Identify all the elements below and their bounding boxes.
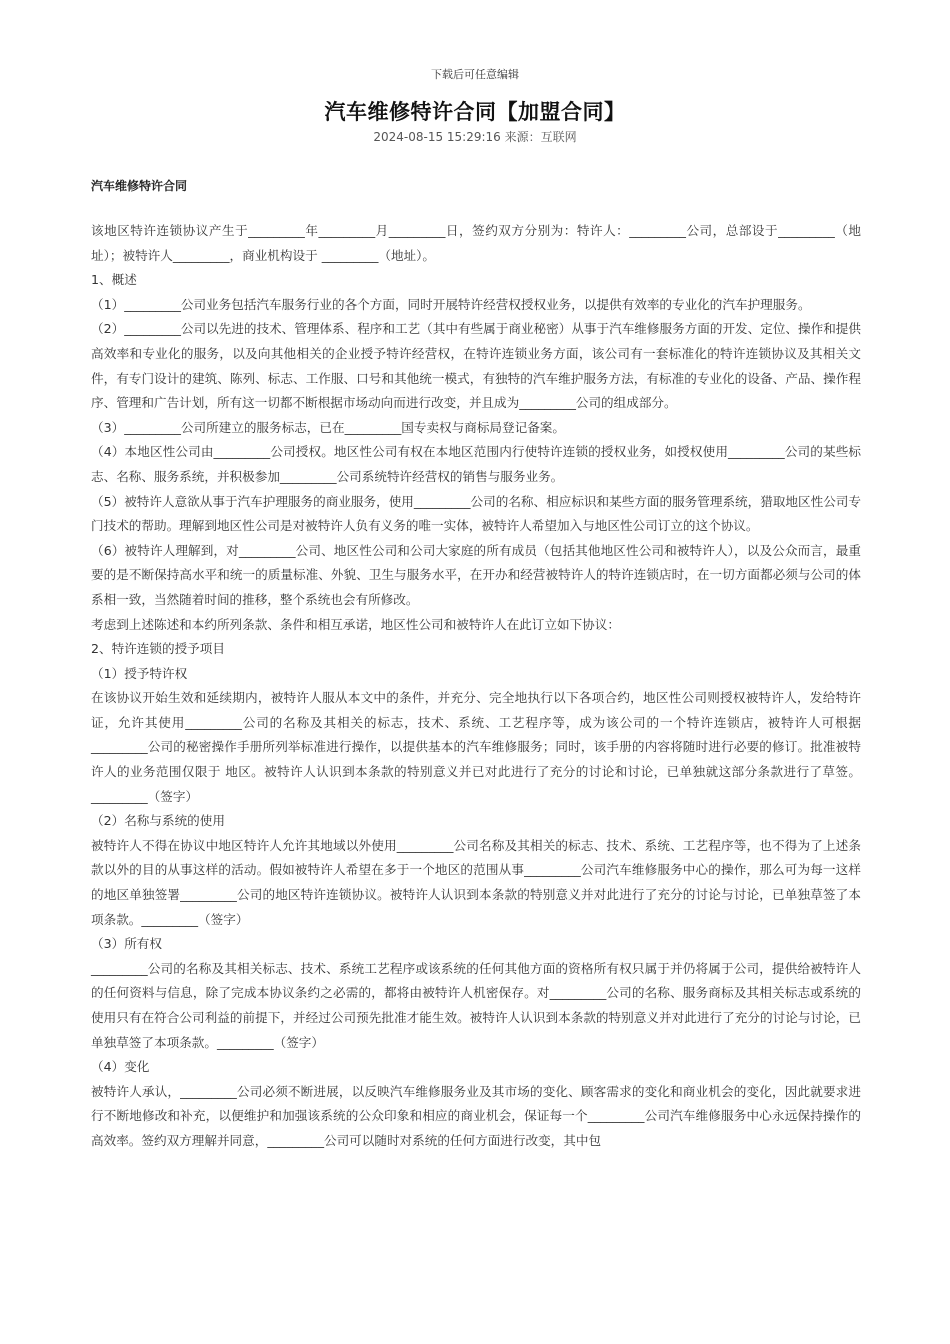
paragraph-ownership: _________公司的名称及其相关标志、技术、系统工艺程序或该系统的任何其他方面的资格所有权只属于并仍将属于公司，提供给被特许人的任何资料与信息，除了完成本协议条约之必需的，都将由被特许人机密保存。对_________公司的名称、服务商标及其相关标志或系统的使用只有在符合公司利益的前提下，并经过公司预先批准才能生效。被特许人认识到本条款的特别意义并对此进行了充分的讨论与讨论，已单独草签了本项条款。_________（签字）: [91, 960, 861, 1050]
paragraph-overview-6: （6）被特许人理解到，对_________公司、地区性公司和公司大家庭的所有成员（包括其他地区性公司和被特许人），以及公众而言，最重要的是不断保持高水平和统一的质量标准、外貌、卫生与服务水平，在开办和经营被特许人的特许连锁店时，在一切方面都必须与公司的体系相一致，当然随着时间的推移，整个系统也会有所修改。: [91, 542, 861, 607]
paragraph-overview-5: （5）被特许人意欲从事于汽车护理服务的商业服务，使用_________公司的名称、相应标识和某些方面的服务管理系统，猎取地区性公司专门技术的帮助。理解到地区性公司是对被特许人负有义务的唯一实体，被特许人希望加入与地区性公司订立的这个协议。: [91, 493, 861, 534]
heading-overview: 1、概述: [91, 272, 137, 288]
contract-body: [91, 219, 861, 1154]
paragraph-grant-franchise: 在该协议开始生效和延续期内，被特许人服从本文中的条件，并充分、完全地执行以下各项合约，地区性公司则授权被特许人，发给特许证，允许其使用_________公司的名称及其相关的标志，技术、系统、工艺程序等，成为该公司的一个特许连锁店，被特许人可根据_________公司的秘密操作手册所列举标准进行操作，以提供基本的汽车维修服务；同时，该手册的内容将随时进行必要的修订。批准被特许人的业务范围仅限于 地区。被特许人认识到本条款的特别意义并已对此进行了充分的讨论和讨论，已单独就这部分条款进行了草签。_________（签字）: [91, 690, 861, 804]
heading-changes: （4）变化: [91, 1059, 150, 1075]
heading-grant-items: 2、特许连锁的授予项目: [91, 641, 225, 657]
heading-grant-franchise: （1）授予特许权: [91, 665, 188, 681]
paragraph-overview-4: （4）本地区性公司由_________公司授权。地区性公司有权在本地区范围内行使特许连锁的授权业务，如授权使用_________公司的某些标志、名称、服务系统，并积极参加_________公司系统特许经营权的销售与服务业务。: [91, 444, 861, 484]
heading-name-system-use: （2）名称与系统的使用: [91, 813, 225, 829]
paragraph-overview-1: （1）_________公司业务包括汽车服务行业的各个方面，同时开展特许经营权授权业务，以提供有效率的专业化的汽车护理服务。: [91, 296, 811, 312]
paragraph-overview-3: （3）_________公司所建立的服务标志，已在_________国专卖权与商标局登记备案。: [91, 419, 565, 435]
paragraph-agreement-lead: 考虑到上述陈述和本约所列条款、条件和相互承诺，地区性公司和被特许人在此订立如下协议：: [91, 616, 620, 632]
header-note: 下载后可任意编辑: [431, 68, 519, 81]
paragraph-intro: 该地区特许连锁协议产生于_________年_________月_________日，签约双方分别为：特许人：_________公司，总部设于_________（地址）；被特许人_________，商业机构设于 _________（地址）。: [91, 223, 861, 263]
paragraph-overview-2: （2）_________公司以先进的技术、管理体系、程序和工艺（其中有些属于商业秘密）从事于汽车维修服务方面的开发、定位、操作和提供高效率和专业化的服务，以及向其他相关的企业授予特许经营权，在特许连锁业务方面，该公司有一套标准化的特许连锁协议及其相关文件，有专门设计的建筑、陈列、标志、工作服、口号和其他统一模式，有独特的汽车维护服务方法，有标准的专业化的设备、产品、操作程序、管理和广告计划，所有这一切都不断根据市场动向而进行改变，并且成为_________公司的组成部分。: [91, 321, 861, 411]
paragraph-name-system-use: 被特许人不得在协议中地区特许人允许其地域以外使用_________公司名称及其相关的标志、技术、系统、工艺程序等，也不得为了上述条款以外的目的从事这样的活动。假如被特许人希望在多于一个地区的范围从事_________公司汽车维修服务中心的操作，那么可为每一这样的地区单独签署_________公司的地区特许连锁协议。被特许人认识到本条款的特别意义并对此进行了充分的讨论与讨论，已单独草签了本项条款。_________（签字）: [91, 837, 861, 927]
publish-meta: 2024-08-15 15:29:16 来源：互联网: [373, 130, 577, 144]
section-subtitle: 汽车维修特许合同: [91, 179, 188, 193]
paragraph-changes: 被特许人承认，_________公司必须不断进展，以反映汽车维修服务业及其市场的变化、顾客需求的变化和商业机会的变化，因此就要求进行不断地修改和补充，以便维护和加强该系统的公众印象和相应的商业机会，保证每一个_________公司汽车维修服务中心永远保持操作的高效率。签约双方理解并同意，_________公司可以随时对系统的任何方面进行改变，其中包: [91, 1083, 861, 1148]
document-title: 汽车维修特许合同【加盟合同】: [324, 100, 626, 124]
heading-ownership: （3）所有权: [91, 936, 162, 952]
